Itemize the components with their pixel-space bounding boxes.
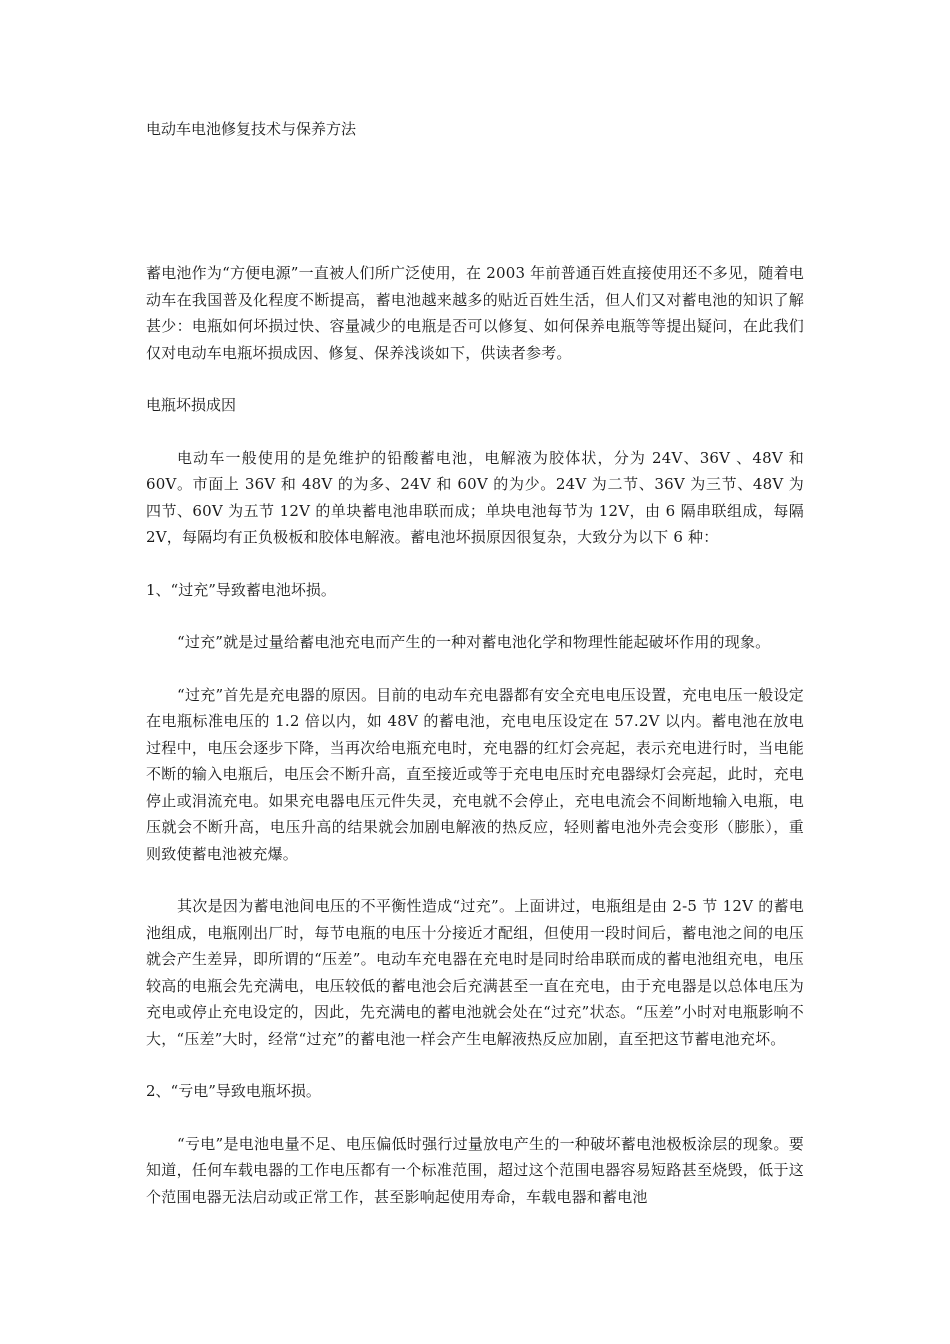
paragraph: “亏电”是电池电量不足、电压偏低时强行过量放电产生的一种破坏蓄电池极板涂层的现象。要知道，任何车载电器的工作电压都有一个标准范围，超过这个范围电器容易短路甚至烧毁，低于这个范围电器无法启动或正常工作，甚至影响起使用寿命，车载电器和蓄电池: [146, 1134, 804, 1206]
paragraph: “过充”就是过量给蓄电池充电而产生的一种对蓄电池化学和物理性能起破坏作用的现象。: [177, 633, 771, 651]
section-heading: 2、“亏电”导致电瓶坏损。: [146, 1082, 321, 1100]
section-heading: 1、“过充”导致蓄电池坏损。: [146, 580, 336, 599]
paragraph: 其次是因为蓄电池间电压的不平衡性造成“过充”。上面讲过，电瓶组是由 2-5 节 12V 的蓄电池组成，电瓶刚出厂时，每节电瓶的电压十分接近才配组，但使用一段时间后，蓄电池之间的电压就会产生差异，即所谓的“压差”。电动车充电器在充电时是同时给串联而成的蓄电池组充电，电压较高的电瓶会先充满电，电压较低的蓄电池会后充满甚至一直在充电，由于充电器是以总体电压为充电或停止充电设定的，因此，先充满电的蓄电池就会处在“过充”状态。“压差”小时对电瓶影响不大，“压差”大时，经常“过充”的蓄电池一样会产生电解液热反应加剧，直至把这节蓄电池充坏。: [146, 897, 804, 1048]
paragraph: 蓄电池作为“方便电源”一直被人们所广泛使用，在 2003 年前普通百姓直接使用还不多见，随着电动车在我国普及化程度不断提高，蓄电池越来越多的贴近百姓生活，但人们又对蓄电池的知识了解甚少：电瓶如何坏损过快、容量减少的电瓶是否可以修复、如何保养电瓶等等提出疑问，在此我们仅对电动车电瓶坏损成因、修复、保养浅谈如下，供读者参考。: [146, 264, 804, 362]
document-title: 电动车电池修复技术与保养方法: [146, 120, 357, 138]
document-body: [146, 260, 804, 1236]
paragraph: “过充”首先是充电器的原因。目前的电动车充电器都有安全充电电压设置，充电电压一般设定在电瓶标准电压的 1.2 倍以内，如 48V 的蓄电池，充电电压设定在 57.2V 以内。蓄电池在放电过程中，电压会逐步下降，当再次给电瓶充电时，充电器的红灯会亮起，表示充电进行时，当电能不断的输入电瓶后，电压会不断升高，直至接近或等于充电电压时充电器绿灯会亮起，此时，充电停止或涓流充电。如果充电器电压元件失灵，充电就不会停止，充电电流会不间断地输入电瓶，电压就会不断升高，电压升高的结果就会加剧电解液的热反应，轻则蓄电池外壳会变形（膨胀），重则致使蓄电池被充爆。: [146, 685, 804, 863]
paragraph: 电动车一般使用的是免维护的铅酸蓄电池，电解液为胶体状，分为 24V、36V 、48V 和 60V。市面上 36V 和 48V 的为多、24V 和 60V 的为少。24V 为二节、36V 为三节、48V 为四节、60V 为五节 12V 的单块蓄电池串联而成；单块电池每节为 12V，由 6 隔串联组成，每隔 2V，每隔均有正负极板和胶体电解液。蓄电池坏损原因很复杂，大致分为以下 6 种：: [146, 448, 804, 546]
section-heading: 电瓶坏损成因: [146, 396, 237, 414]
